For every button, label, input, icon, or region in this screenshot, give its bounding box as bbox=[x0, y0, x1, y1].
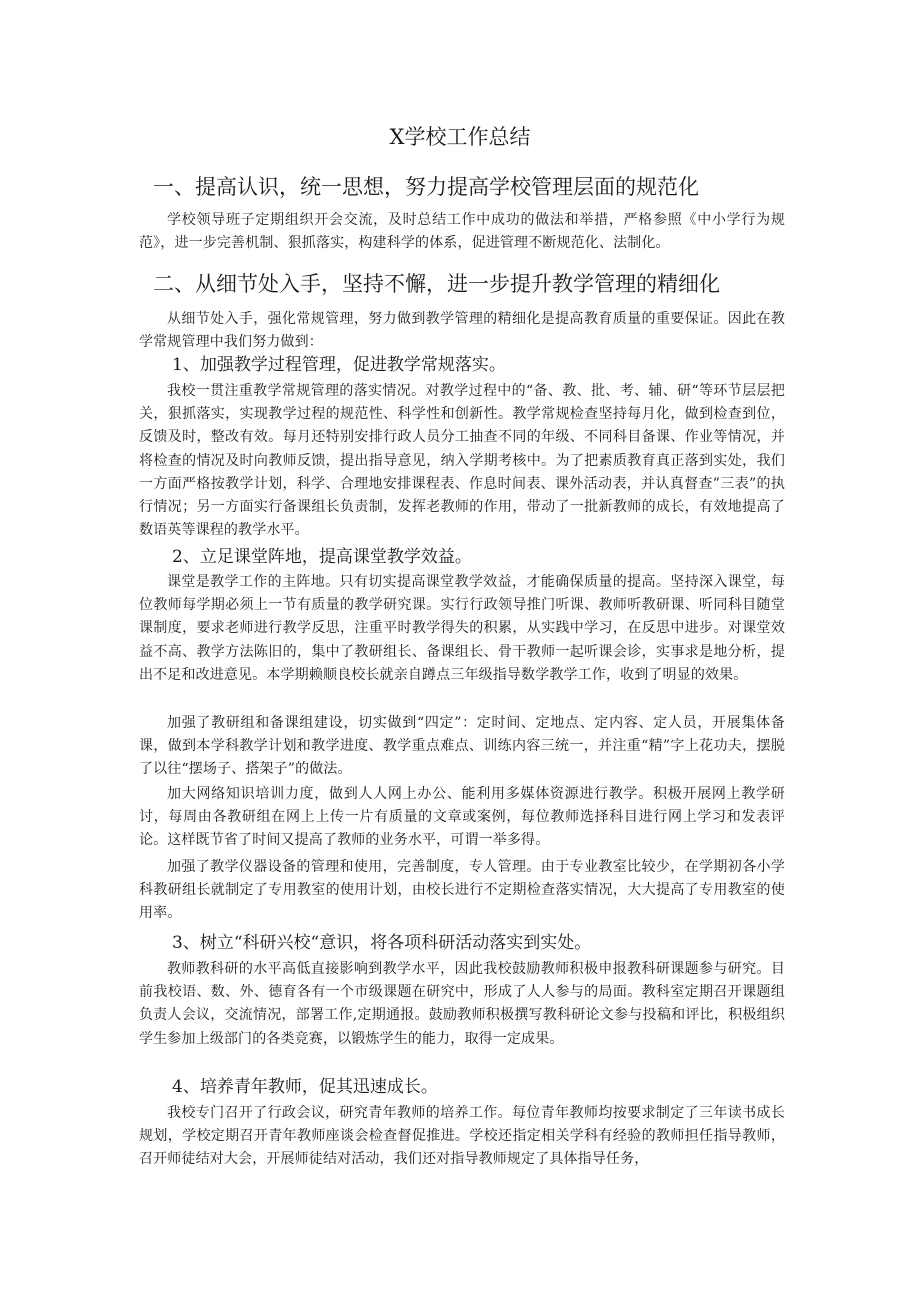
sub1-paragraph: 我校一贯注重教学常规管理的落实情况。对教学过程中的“备、教、批、考、辅、研“等环节层层把关，狠抓落实，实现教学过程的规范性、科学性和创新性。教学常规检查坚持每月化，做到检查到位，反馈及时，整改有效。每月还特别安排行政人员分工抽查不同的年级、不同科目备课、作业等情况，并将检查的情况及时向教师反馈，提出指导意见，纳入学期考核中。为了把素质教育真正落到实处，我们一方面严格按教学计划，科学、合理地安排课程表、作息时间表、课外活动表，并认真督查”三表”的执行情况；另一方面实行备课组长负责制，发挥老教师的作用，带动了一批新教师的成长，有效地提高了数语英等课程的教学水平。 bbox=[139, 383, 785, 539]
section2-intro: 从细节处入手，强化常规管理，努力做到教学管理的精细化是提高教育质量的重要保证。因此在教学常规管理中我们努力做到： bbox=[139, 311, 785, 351]
sub2-paragraph2: 加强了教研组和备课组建设，切实做到“四定”：定时间、定地点、定内容、定人员，开展集体备课，做到本学科教学计划和教学进度、教学重点难点、训练内容三统一，并注重“精”字上花功夫，摆脱了以往“摆场子、搭架子”的做法。 bbox=[139, 715, 785, 778]
sub4-paragraph: 我校专门召开了行政会议，研究青年教师的培养工作。每位青年教师均按要求制定了三年读书成长规划，学校定期召开青年教师座谈会检查督促推进。学校还指定相关学科有经验的教师担任指导教师，召开师徒结对大会，开展师徒结对活动，我们还对指导教师规定了具体指导任务， bbox=[139, 1105, 785, 1167]
document-title: X学校工作总结 bbox=[389, 125, 531, 149]
sub4-heading: 4、培养青年教师，促其迅速成长。 bbox=[172, 1077, 438, 1097]
section2-heading: 二、从细节处入手，坚持不懈，进一步提升教学管理的精细化 bbox=[153, 272, 720, 296]
sub2-paragraph4: 加强了教学仪器设备的管理和使用，完善制度，专人管理。由于专业教室比较少，在学期初各小学科教研组长就制定了专用教室的使用计划，由校长进行不定期检查落实情况，大大提高了专用教室的使用率。 bbox=[139, 859, 785, 922]
section1-paragraph: 学校领导班子定期组织开会交流，及时总结工作中成功的做法和举措，严格参照《中小学行为规范》，进一步完善机制、狠抓落实，构建科学的体系，促进管理不断规范化、法制化。 bbox=[139, 212, 785, 252]
sub3-heading: 3、树立“科研兴校“意识，将各项科研活动落实到实处。 bbox=[172, 933, 592, 953]
sub1-heading: 1、加强教学过程管理，促进教学常规落实。 bbox=[172, 355, 506, 375]
sub3-paragraph: 教师教科研的水平高低直接影响到教学水平，因此我校鼓励教师积极申报教科研课题参与研究。目前我校语、数、外、德育各有一个市级课题在研究中，形成了人人参与的局面。教科室定期召开课题组负责人会议，交流情况，部署工作,定期通报。鼓励教师积极撰写教科研论文参与投稿和评比，积极组织学生参加上级部门的各类竞赛，以锻炼学生的能力，取得一定成果。 bbox=[139, 961, 785, 1047]
section1-heading: 一、提高认识，统一思想，努力提高学校管理层面的规范化 bbox=[153, 175, 699, 199]
sub2-paragraph1: 课堂是教学工作的主阵地。只有切实提高课堂教学效益，才能确保质量的提高。坚持深入课堂，每位教师每学期必须上一节有质量的教学研究课。实行行政领导推门听课、教师听教研课、听同科目随堂课制度，要求老师进行教学反思，注重平时教学得失的积累，从实践中学习，在反思中进步。对课堂效益不高、教学方法陈旧的，集中了教研组长、备课组长、骨干教师一起听课会诊，实事求是地分析，提出不足和改进意见。本学期赖顺良校长就亲自蹲点三年级指导数学教学工作，收到了明显的效果。 bbox=[139, 574, 785, 683]
sub2-paragraph3: 加大网络知识培训力度，做到人人网上办公、能利用多媒体资源进行教学。积极开展网上教学研讨，每周由各教研组在网上上传一片有质量的文章或案例，每位教师选择科目进行网上学习和发表评论。这样既节省了时间又提高了教师的业务水平，可谓一举多得。 bbox=[139, 786, 785, 849]
sub2-heading: 2、立足课堂阵地，提高课堂教学效益。 bbox=[172, 547, 472, 567]
